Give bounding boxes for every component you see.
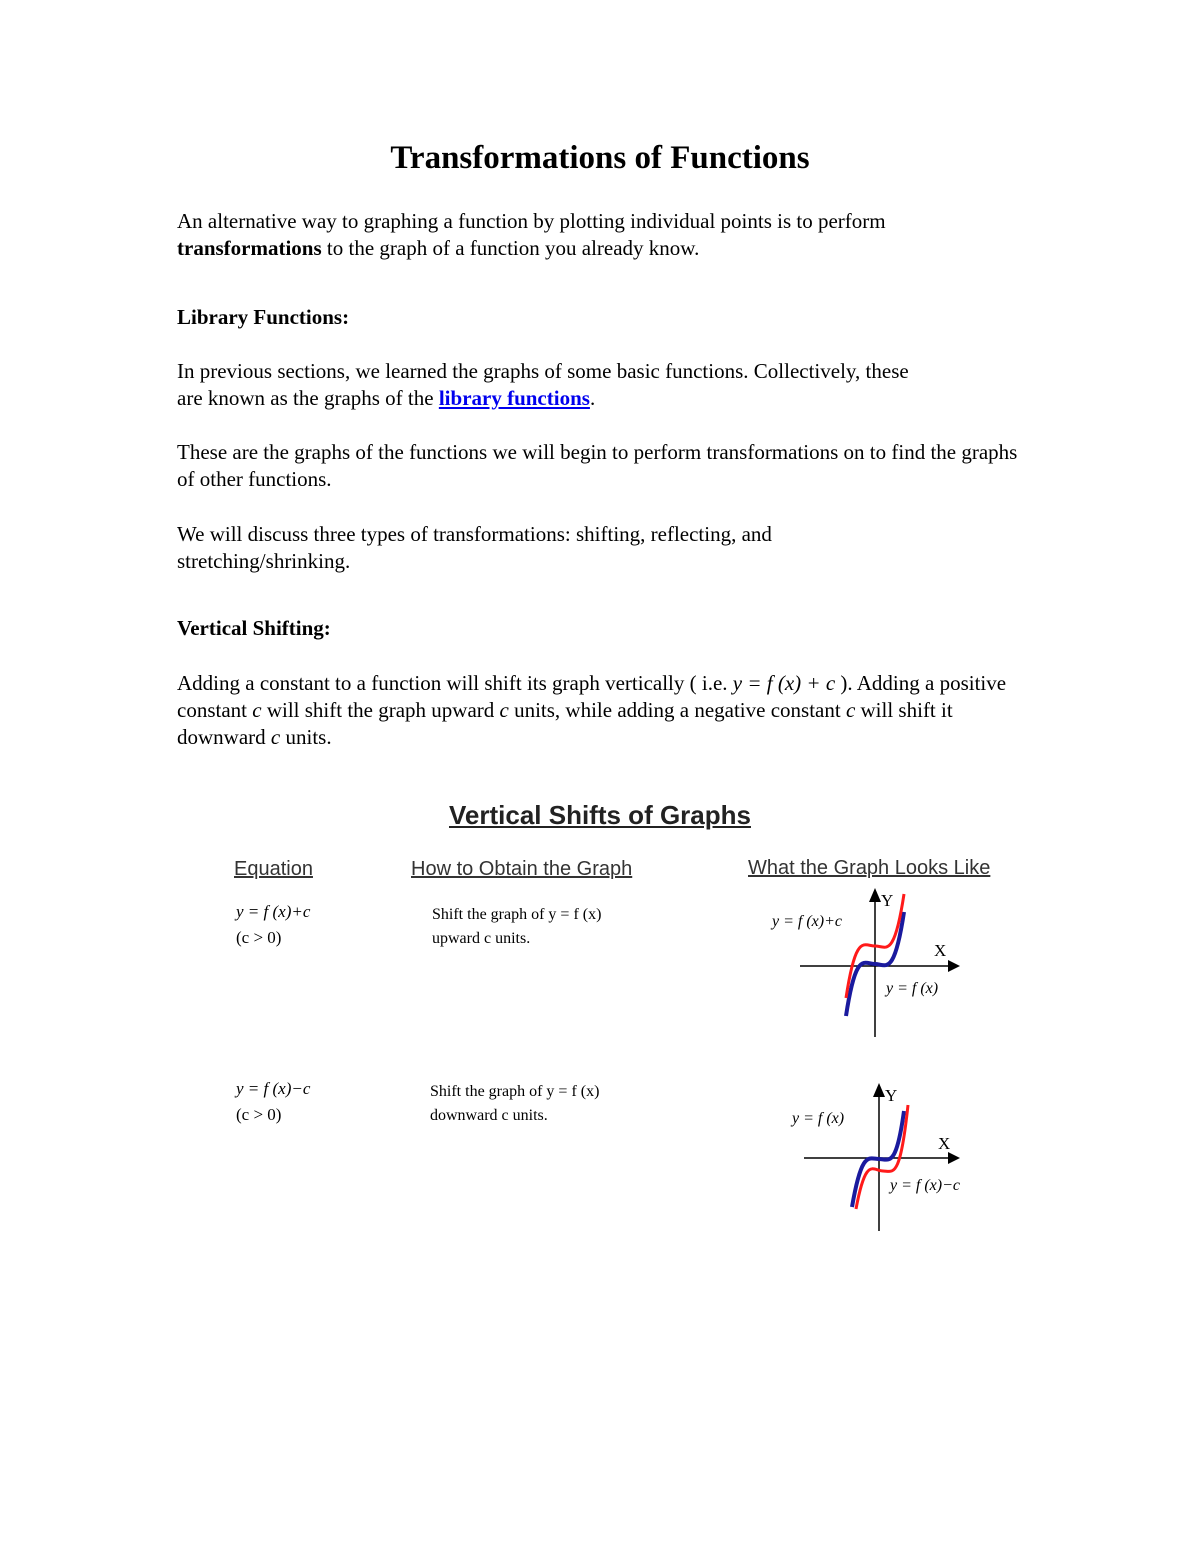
vs-c1: c [252,698,262,722]
column-header-equation: Equation [234,858,313,880]
intro-line1: An alternative way to graphing a function by plotting individual points is to perform [177,209,886,233]
row1-condition: (c > 0) [236,928,282,947]
row2-graph [780,1075,1000,1235]
row1-how-a: Shift the graph of y = f (x) [432,906,602,923]
row1-how [432,903,601,951]
row2-how-a: Shift the graph of y = f (x) [430,1083,600,1100]
vs-text-b: ). Adding a positive constant [177,671,1007,722]
row2-x-label: X [938,1134,951,1153]
library-p1b: are known as the graphs of the [177,386,439,410]
library-paragraph-2: These are the graphs of the functions we will begin to perform transformations on to find the graphs of other functions. [177,440,1018,491]
row1-x-arrow-icon [948,960,960,972]
row1-x-label: X [934,941,947,960]
library-heading: Library Functions: [177,305,350,329]
row2-how [430,1080,599,1128]
vertical-shifting-heading: Vertical Shifting: [177,616,331,640]
intro-bold-term: transformations [177,236,322,260]
row1-how-b: upward c units. [432,930,531,947]
vertical-shifting-paragraph [177,670,1027,751]
page-title: Transformations of Functions [390,140,810,176]
row2-how-b: downward c units. [430,1107,548,1124]
table-title: Vertical Shifts of Graphs [449,800,751,830]
library-p1-end: . [589,386,596,410]
vs-c4: c [270,725,281,749]
vs-text-a: Adding a constant to a function will shift its graph vertically ( i.e. [177,671,733,695]
intro-paragraph [177,208,1037,262]
vs-text-e: will shift it downward [177,698,953,749]
row1-original-label: y = f (x) [886,980,939,997]
row2-original-label: y = f (x) [792,1110,845,1127]
vs-text-c: will shift the graph upward [261,698,500,722]
vs-text-f: units. [280,725,332,749]
row1-y-label: Y [881,891,894,910]
vs-c3: c [845,698,856,722]
row2-equation: y = f (x)−c [236,1079,311,1098]
column-header-how: How to Obtain the Graph [411,858,633,880]
row1-equation: y = f (x)+c [236,902,311,921]
row2-shifted-label: y = f (x)−c [890,1177,960,1194]
row2-x-arrow-icon [948,1152,960,1164]
row2-condition: (c > 0) [236,1105,282,1124]
row1-graph [760,880,1000,1045]
library-functions-link[interactable]: library functions [438,386,590,410]
vs-equation: y = f (x) + c [732,671,836,695]
library-p1a: In previous sections, we learned the graphs of some basic functions. Collectively, these [177,359,909,383]
row1-y-arrow-icon [869,888,881,902]
library-paragraph [177,358,1037,412]
intro-rest: to the graph of a function you already know. [321,236,700,260]
vs-c2: c [499,698,509,722]
library-paragraph-3: We will discuss three types of transformations: shifting, reflecting, and stretching/shrinking. [177,522,772,573]
vs-text-d: units, while adding a negative constant [508,698,846,722]
column-header-graph: What the Graph Looks Like [748,857,991,879]
row2-y-arrow-icon [873,1083,885,1097]
row1-shifted-label: y = f (x)+c [772,913,842,930]
row2-y-label: Y [885,1086,898,1105]
